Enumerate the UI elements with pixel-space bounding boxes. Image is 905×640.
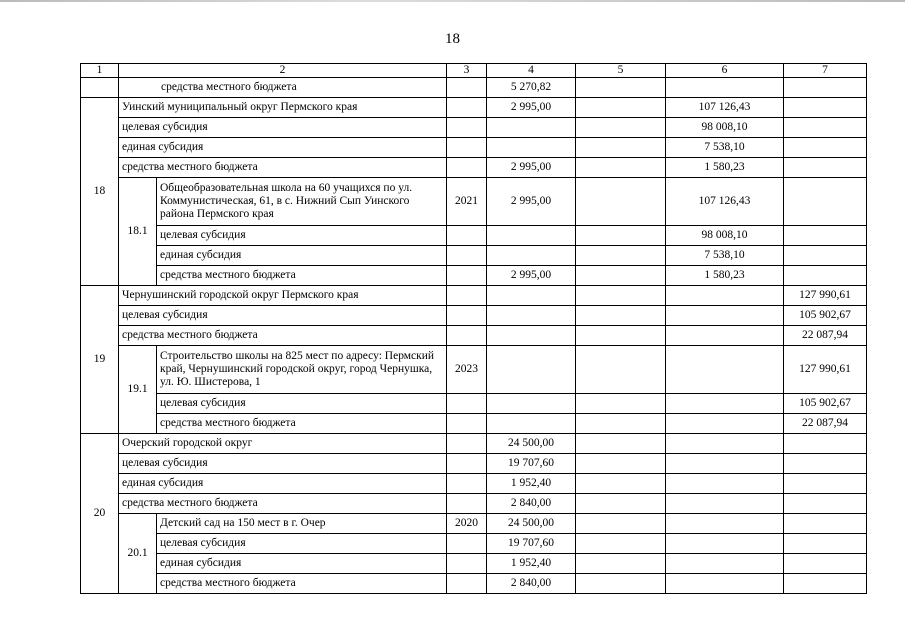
row-label: средства местного бюджета bbox=[157, 266, 447, 286]
cell-col4: 1 952,40 bbox=[487, 554, 576, 574]
header-cell: 5 bbox=[576, 64, 666, 78]
cell-col4: 5 270,82 bbox=[487, 78, 576, 98]
sub-row-number: 20.1 bbox=[119, 514, 157, 594]
object-description: Общеобразовательная школа на 60 учащихся по ул. Коммунистическая, 61, в с. Нижний Сып Уинского района Пермского края bbox=[157, 178, 447, 226]
cell-col7: 22 087,94 bbox=[784, 414, 867, 434]
row-label: целевая субсидия bbox=[119, 118, 447, 138]
row-label: единая субсидия bbox=[119, 138, 447, 158]
row-label: Уинский муниципальный округ Пермского края bbox=[119, 98, 447, 118]
table-row bbox=[81, 326, 867, 346]
row-number: 20 bbox=[81, 434, 119, 594]
table-row bbox=[81, 306, 867, 326]
row-label: средства местного бюджета bbox=[157, 414, 447, 434]
table-row bbox=[81, 434, 867, 454]
table-row bbox=[81, 534, 867, 554]
row-label: Чернушинский городской округ Пермского края bbox=[119, 286, 447, 306]
cell-col6: 107 126,43 bbox=[666, 178, 784, 226]
table-row bbox=[81, 286, 867, 306]
header-cell: 6 bbox=[666, 64, 784, 78]
cell-col4: 2 995,00 bbox=[487, 98, 576, 118]
row-label: целевая субсидия bbox=[119, 454, 447, 474]
page-number: 18 bbox=[445, 31, 460, 47]
row-label: средства местного бюджета bbox=[119, 494, 447, 514]
cell-col6: 1 580,23 bbox=[666, 158, 784, 178]
cell-col4: 19 707,60 bbox=[487, 534, 576, 554]
cell-col4: 2 995,00 bbox=[487, 158, 576, 178]
table-row bbox=[81, 574, 867, 594]
row-label: средства местного бюджета bbox=[119, 78, 447, 98]
table-row bbox=[81, 118, 867, 138]
table-row bbox=[81, 266, 867, 286]
cell-year: 2023 bbox=[447, 346, 487, 394]
cell-col4: 2 995,00 bbox=[487, 266, 576, 286]
header-cell: 2 bbox=[119, 64, 447, 78]
table-row bbox=[81, 78, 867, 98]
table-row bbox=[81, 414, 867, 434]
cell-col7: 22 087,94 bbox=[784, 326, 867, 346]
header-cell: 7 bbox=[784, 64, 867, 78]
cell-col6: 98 008,10 bbox=[666, 118, 784, 138]
cell-col6: 98 008,10 bbox=[666, 226, 784, 246]
cell-col4: 2 840,00 bbox=[487, 494, 576, 514]
cell-col4: 2 995,00 bbox=[487, 178, 576, 226]
sub-row-number: 19.1 bbox=[119, 346, 157, 434]
table-row bbox=[81, 554, 867, 574]
row-label: средства местного бюджета bbox=[119, 158, 447, 178]
row-number: 19 bbox=[81, 286, 119, 434]
budget-table bbox=[80, 63, 867, 594]
cell-col4: 19 707,60 bbox=[487, 454, 576, 474]
row-label: средства местного бюджета bbox=[119, 326, 447, 346]
cell-col7: 127 990,61 bbox=[784, 346, 867, 394]
header-cell: 4 bbox=[487, 64, 576, 78]
table-row bbox=[81, 98, 867, 118]
cell-year: 2020 bbox=[447, 514, 487, 534]
cell-col6: 7 538,10 bbox=[666, 138, 784, 158]
row-label: единая субсидия bbox=[157, 554, 447, 574]
cell-col4: 24 500,00 bbox=[487, 434, 576, 454]
row-label: целевая субсидия bbox=[157, 394, 447, 414]
row-label: целевая субсидия bbox=[119, 306, 447, 326]
sub-row-number: 18.1 bbox=[119, 178, 157, 286]
header-cell: 3 bbox=[447, 64, 487, 78]
row-label: единая субсидия bbox=[157, 246, 447, 266]
cell-col4: 2 840,00 bbox=[487, 574, 576, 594]
row-label: целевая субсидия bbox=[157, 534, 447, 554]
table-row bbox=[81, 178, 867, 226]
table-row bbox=[81, 394, 867, 414]
cell-col7: 105 902,67 bbox=[784, 394, 867, 414]
table-row bbox=[81, 474, 867, 494]
table-row bbox=[81, 246, 867, 266]
table-row bbox=[81, 138, 867, 158]
table-row bbox=[81, 346, 867, 394]
cell-col7: 105 902,67 bbox=[784, 306, 867, 326]
table-row bbox=[81, 494, 867, 514]
table-row bbox=[81, 226, 867, 246]
header-cell: 1 bbox=[81, 64, 119, 78]
row-label: Очерский городской округ bbox=[119, 434, 447, 454]
cell-col4: 24 500,00 bbox=[487, 514, 576, 534]
table-row bbox=[81, 514, 867, 534]
table-row bbox=[81, 454, 867, 474]
cell-year: 2021 bbox=[447, 178, 487, 226]
object-description: Строительство школы на 825 мест по адресу: Пермский край, Чернушинский городской округ, город Чернушка, ул. Ю. Шистерова, 1 bbox=[157, 346, 447, 394]
cell-col6: 7 538,10 bbox=[666, 246, 784, 266]
cell-col6: 1 580,23 bbox=[666, 266, 784, 286]
row-label: средства местного бюджета bbox=[157, 574, 447, 594]
header-row bbox=[81, 64, 867, 78]
table-row bbox=[81, 158, 867, 178]
row-label: единая субсидия bbox=[119, 474, 447, 494]
object-description: Детский сад на 150 мест в г. Очер bbox=[157, 514, 447, 534]
row-number: 18 bbox=[81, 98, 119, 286]
cell-col4: 1 952,40 bbox=[487, 474, 576, 494]
scan-edge bbox=[0, 0, 905, 2]
cell-col6: 107 126,43 bbox=[666, 98, 784, 118]
cell-col7: 127 990,61 bbox=[784, 286, 867, 306]
row-label: целевая субсидия bbox=[157, 226, 447, 246]
